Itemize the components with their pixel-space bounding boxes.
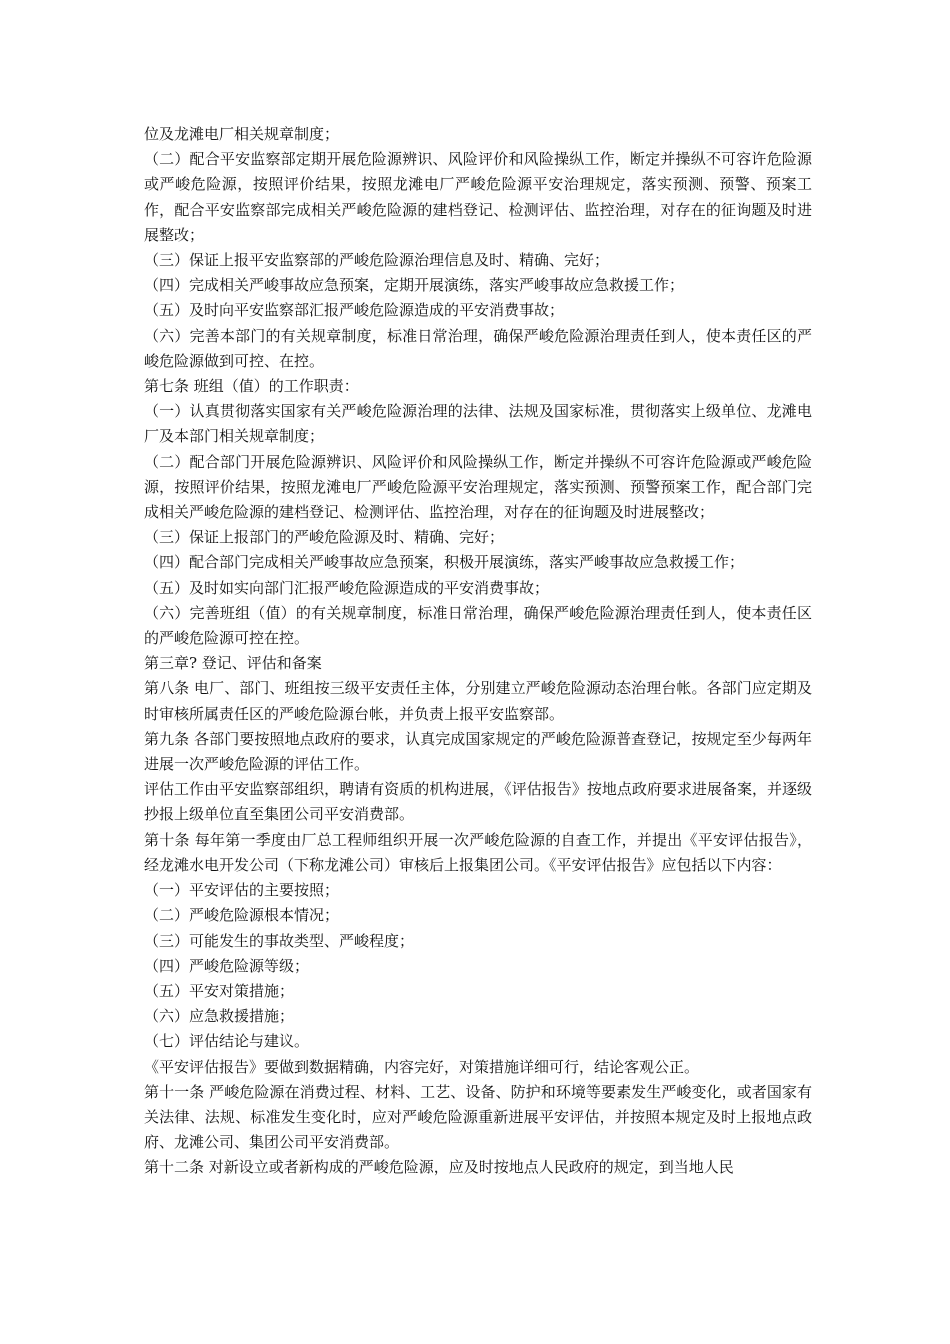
list-item: （三）可能发生的事故类型、严峻程度； bbox=[144, 931, 415, 950]
paragraph: 第十一条 严峻危险源在消费过程、材料、工艺、设备、防护和环境等要素发生严峻变化，或者国家有关法律、法规、标准发生变化时，应对严峻危险源重新进展平安评估，并按照本规定及时上报地点政府、龙滩公司、集团公司平安消费部。 bbox=[144, 1082, 812, 1152]
paragraph: （三）保证上报部门的严峻危险源及时、精确、完好； bbox=[144, 528, 505, 547]
paragraph: 第十二条 对新设立或者新构成的严峻危险源，应及时按地点人民政府的规定，到当地人民 bbox=[144, 1158, 734, 1177]
article-heading: 第七条 班组（值）的工作职责： bbox=[144, 377, 359, 396]
paragraph: 位及龙滩电厂相关规章制度； bbox=[144, 125, 340, 143]
paragraph: （三）保证上报平安监察部的严峻危险源治理信息及时、精确、完好； bbox=[144, 251, 610, 270]
paragraph: （六）完善班组（值）的有关规章制度，标准日常治理，确保严峻危险源治理责任到人，使本责任区的严峻危险源可控在控。 bbox=[144, 603, 812, 648]
list-item: （二）严峻危险源根本情况； bbox=[144, 906, 340, 925]
paragraph: 评估工作由平安监察部组织，聘请有资质的机构进展，《评估报告》按地点政府要求进展备案，并逐级抄报上级单位直至集团公司平安消费部。 bbox=[144, 780, 812, 824]
chapter-heading: 第三章? 登记、评估和备案 bbox=[144, 654, 322, 673]
paragraph: （二）配合平安监察部定期开展危险源辨识、风险评价和风险操纵工作，断定并操纵不可容许危险源或严峻危险源，按照评价结果，按照龙滩电厂严峻危险源平安治理规定，落实预测、预警、预案工作，配合平安监察部完成相关严峻危险源的建档登记、检测评估、监控治理，对存在的征询题及时进展整改； bbox=[144, 150, 812, 244]
list-item: （五）平安对策措施； bbox=[144, 981, 295, 1000]
paragraph: （一）认真贯彻落实国家有关严峻危险源治理的法律、法规及国家标准，贯彻落实上级单位、龙滩电厂及本部门相关规章制度； bbox=[144, 402, 812, 446]
document-body bbox=[144, 122, 812, 1181]
paragraph: （二）配合部门开展危险源辨识、风险评价和风险操纵工作，断定并操纵不可容许危险源或严峻危险源，按照评价结果，按照龙滩电厂严峻危险源平安治理规定，落实预测、预警预案工作，配合部门完成相关严峻危险源的建档登记、检测评估、监控治理，对存在的征询题及时进展整改； bbox=[144, 452, 812, 522]
paragraph: （五）及时如实向部门汇报严峻危险源造成的平安消费事故； bbox=[144, 578, 550, 597]
list-item: （四）严峻危险源等级； bbox=[144, 956, 310, 975]
paragraph: （六）完善本部门的有关规章制度，标准日常治理，确保严峻危险源治理责任到人，使本责任区的严峻危险源做到可控、在控。 bbox=[144, 326, 812, 370]
paragraph: 《平安评估报告》要做到数据精确，内容完好，对策措施详细可行，结论客观公正。 bbox=[144, 1057, 700, 1076]
paragraph: 第十条 每年第一季度由厂总工程师组织开展一次严峻危险源的自查工作，并提出《平安评估报告》，经龙滩水电开发公司（下称龙滩公司）审核后上报集团公司。《平安评估报告》应包括以下内容： bbox=[144, 830, 812, 874]
paragraph: 第八条 电厂、部门、班组按三级平安责任主体，分别建立严峻危险源动态治理台帐。各部门应定期及时审核所属责任区的严峻危险源台帐，并负责上报平安监察部。 bbox=[144, 679, 812, 723]
list-item: （七）评估结论与建议。 bbox=[144, 1032, 310, 1051]
list-item: （一）平安评估的主要按照； bbox=[144, 881, 340, 900]
paragraph: （五）及时向平安监察部汇报严峻危险源造成的平安消费事故； bbox=[144, 301, 565, 320]
paragraph: （四）完成相关严峻事故应急预案，定期开展演练，落实严峻事故应急救援工作； bbox=[144, 276, 685, 295]
paragraph: 第九条 各部门要按照地点政府的要求，认真完成国家规定的严峻危险源普查登记，按规定至少每两年进展一次严峻危险源的评估工作。 bbox=[144, 729, 812, 774]
paragraph: （四）配合部门完成相关严峻事故应急预案，积极开展演练，落实严峻事故应急救援工作； bbox=[144, 553, 745, 572]
list-item: （六）应急救援措施； bbox=[144, 1007, 295, 1026]
